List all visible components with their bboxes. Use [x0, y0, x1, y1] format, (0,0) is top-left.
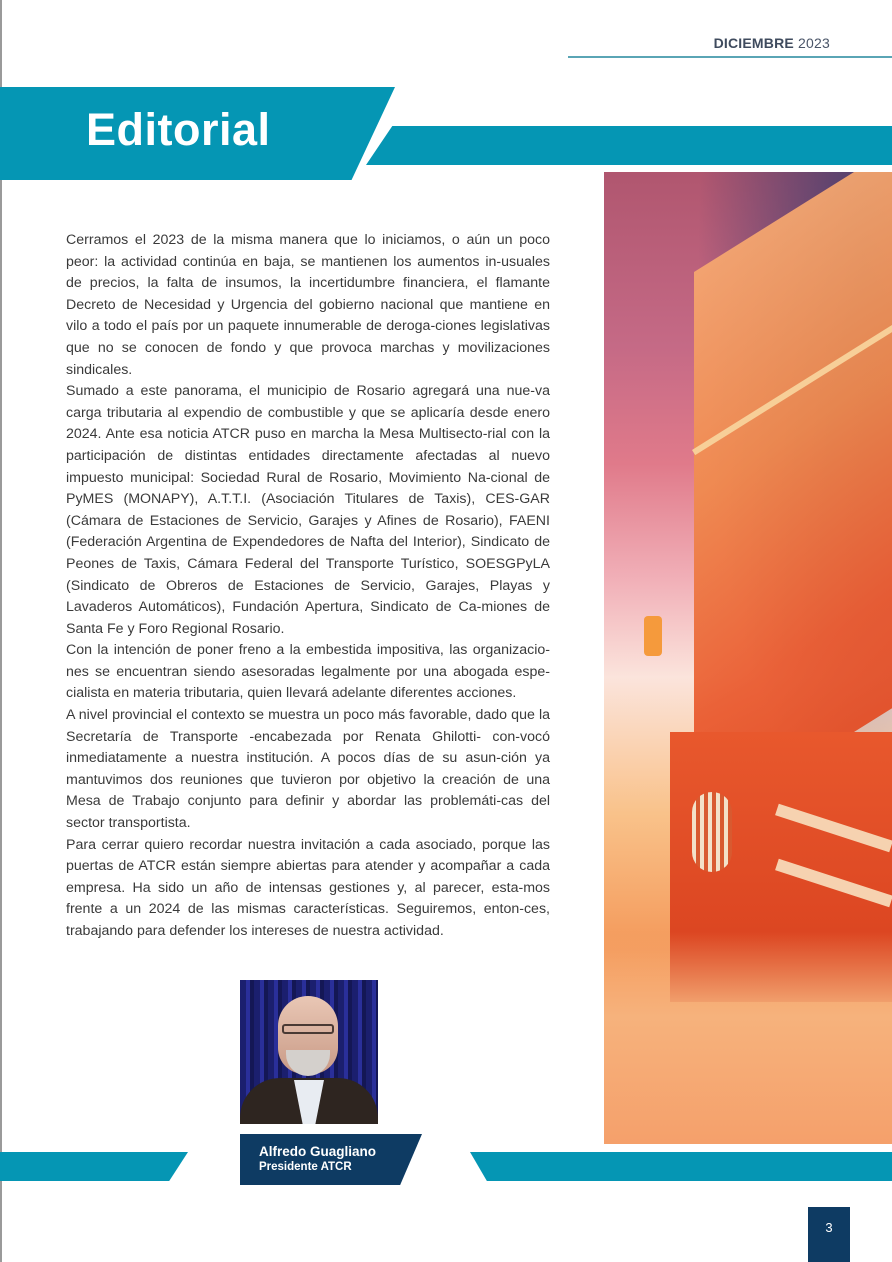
article-paragraph: Cerramos el 2023 de la misma manera que lo iniciamos, o aún un poco peor: la actividad continúa en baja, se mantienen los aumentos in-usuales de precios, la falta de insumos, la incertidumbre financiera, el flamante Decreto de Necesidad y Urgencia del gobierno nacional que mantiene en vilo a todo el país por un paquete innumerable de deroga-ciones legislativas que no se conocen de fondo y que provoca marchas y movilizaciones sindicales.	[66, 232, 550, 378]
editorial-article	[66, 230, 550, 943]
truck-wheel	[692, 792, 732, 872]
article-paragraph: Sumado a este panorama, el municipio de Rosario agregará una nue-va carga tributaria al expendio de combustible y que se aplicaría desde enero 2024. Ante esa noticia ATCR puso en marcha la Mesa Multisecto-rial con la participación de distintas entidades directamente afectadas al nuevo impuesto municipal: Sociedad Rural de Rosario, Movimiento Na-cional de PyMES (MONAPY), A.T.T.I. (Asociación Titulares de Taxis), CES-GAR (Cámara de Estaciones de Servicio, Garajes y Afines de Rosario), FAENI (Federación Argentina de Expendedores de Nafta del Interior), Sindicato de Peones de Taxis, Cámara Federal del Transporte Turístico, SOESGPyLA (Sindicato de Obreros de Estaciones de Servicio, Garajes, Playas y Lavaderos Automáticos), Fundación Apertura, Sindicato de Ca-miones de Santa Fe y Foro Regional Rosario.	[66, 383, 550, 637]
page-edge-line	[0, 0, 2, 1262]
portrait-glasses	[282, 1024, 334, 1034]
author-name: Alfredo Guagliano	[259, 1144, 377, 1159]
banner-accent-bar	[366, 126, 892, 165]
footer-accent-bar-left	[0, 1152, 188, 1181]
article-paragraph: A nivel provincial el contexto se muestra un poco más favorable, dado que la Secretaría de Transporte -encabezada por Renata Ghilotti- con-vocó inmediatamente a nuestra institución. A pocos días de su asun-ción ya mantuvimos dos reuniones que tuvieron por objetivo la creación de una Mesa de Trabajo conjunto para definir y abordar las problemáti-cas del sector transportista.	[66, 707, 550, 832]
header-rule	[568, 56, 892, 58]
issue-date	[714, 35, 830, 51]
page-number: 3	[808, 1207, 850, 1262]
truck-photo	[604, 172, 892, 1144]
footer-accent-bar-right	[470, 1152, 892, 1181]
truck-mirror	[644, 616, 662, 656]
author-portrait	[240, 980, 378, 1124]
issue-month: DICIEMBRE	[713, 35, 794, 51]
article-paragraph: Para cerrar quiero recordar nuestra invitación a cada asociado, porque las puertas de ATCR están siempre abiertas para atender y acompañar a cada empresa. Ha sido un año de intensas gestiones y, al parecer, esta-mos frente a un 2024 de las mismas características. Seguiremos, enton-ces, trabajando para defender los intereses de nuestra actividad.	[66, 836, 550, 939]
issue-year: 2023	[798, 35, 830, 51]
road-glow	[604, 932, 892, 1144]
portrait-beard	[286, 1050, 330, 1076]
author-role: Presidente ATCR	[259, 1161, 352, 1173]
author-nameplate	[240, 1134, 422, 1185]
article-paragraph: Con la intención de poner freno a la embestida impositiva, las organizacio-nes se encuentran siendo asesoradas legalmente por una abogada espe-cialista en materia tributaria, quien llevará adelante diferentes acciones.	[66, 642, 550, 702]
section-title: Editorial	[86, 104, 271, 155]
